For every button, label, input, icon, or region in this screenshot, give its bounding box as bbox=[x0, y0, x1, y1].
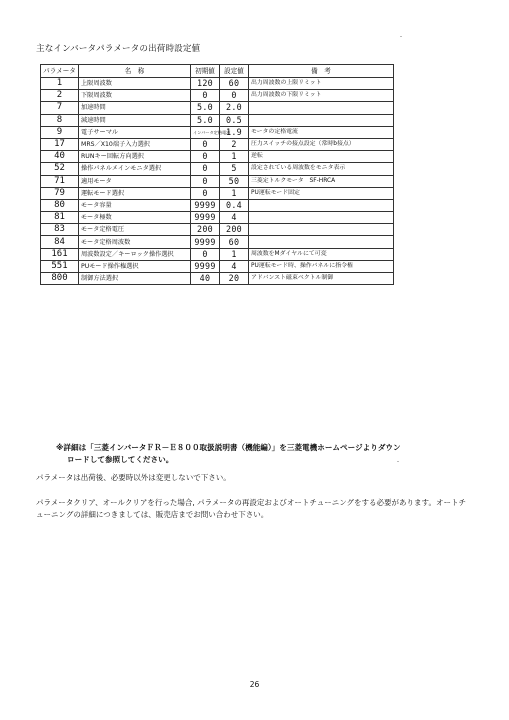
initial-value: 40 bbox=[191, 273, 220, 285]
table-row bbox=[41, 199, 394, 211]
page-number: 26 bbox=[249, 680, 260, 689]
setting-value: 2.0 bbox=[220, 102, 249, 114]
table-row bbox=[41, 260, 394, 272]
setting-value: 4 bbox=[220, 212, 249, 224]
param-name: 制御方法選択 bbox=[79, 273, 191, 285]
setting-value: 60 bbox=[220, 236, 249, 248]
param-number: 84 bbox=[41, 236, 79, 248]
remark: 出力周波数の下限リミット bbox=[249, 90, 394, 102]
param-number: 800 bbox=[41, 273, 79, 285]
scan-mark bbox=[397, 461, 399, 462]
initial-value: 200 bbox=[191, 224, 220, 236]
table-row bbox=[41, 78, 394, 90]
setting-value: 1 bbox=[220, 151, 249, 163]
table-row bbox=[41, 90, 394, 102]
initial-value: 9999 bbox=[191, 236, 220, 248]
param-number: 81 bbox=[41, 212, 79, 224]
param-name: モータ容量 bbox=[79, 199, 191, 211]
remark bbox=[249, 224, 394, 236]
param-name: RUNキー回転方向選択 bbox=[79, 151, 191, 163]
initial-value: 9999 bbox=[191, 212, 220, 224]
table-row bbox=[41, 273, 394, 285]
param-number: 40 bbox=[41, 151, 79, 163]
initial-value: 0 bbox=[191, 248, 220, 260]
param-number: 80 bbox=[41, 199, 79, 211]
auto-tuning-notice: パラメータクリア、オールクリアを行った場合, パラメータの再設定およびオートチューニングをする必要があります。オートチューニングの詳細につきましては、販売店までお問い合わせ下さい。 bbox=[36, 498, 466, 519]
header-setting: 設定値 bbox=[220, 65, 249, 78]
param-number: 2 bbox=[41, 90, 79, 102]
remark bbox=[249, 199, 394, 211]
remark: アドバンスト磁束ベクトル制御 bbox=[249, 273, 394, 285]
param-number: 551 bbox=[41, 260, 79, 272]
param-name: 加速時間 bbox=[79, 102, 191, 114]
param-name: 操作パネルメインモニタ選択 bbox=[79, 163, 191, 175]
header-remarks: 備 考 bbox=[249, 65, 394, 78]
parameter-change-notice: パラメータは出荷後、必要時以外は変更しないで下さい。 bbox=[36, 473, 231, 482]
header-name: 名 称 bbox=[79, 65, 191, 78]
scan-mark bbox=[400, 36, 402, 37]
table-row bbox=[41, 224, 394, 236]
setting-value: 5 bbox=[220, 163, 249, 175]
table-row bbox=[41, 212, 394, 224]
setting-value: 60 bbox=[220, 78, 249, 90]
setting-value: 1 bbox=[220, 248, 249, 260]
param-number: 8 bbox=[41, 114, 79, 126]
param-name: 電子サーマル bbox=[79, 126, 191, 138]
note-line-2: ロードして参照してください。 bbox=[67, 454, 174, 464]
setting-value: 200 bbox=[220, 224, 249, 236]
table-row bbox=[41, 114, 394, 126]
param-name: モータ極数 bbox=[79, 212, 191, 224]
param-name: PUモード操作権選択 bbox=[79, 260, 191, 272]
param-number: 7 bbox=[41, 102, 79, 114]
manual-reference-note bbox=[56, 442, 452, 465]
param-name: モータ定格電圧 bbox=[79, 224, 191, 236]
remark: 周波数をMダイヤルにて可変 bbox=[249, 248, 394, 260]
table-row bbox=[41, 236, 394, 248]
param-number: 71 bbox=[41, 175, 79, 187]
param-name: MRS／X10端子入力選択 bbox=[79, 138, 191, 150]
remark bbox=[249, 102, 394, 114]
remark: 逆転 bbox=[249, 151, 394, 163]
table-row bbox=[41, 163, 394, 175]
table-row bbox=[41, 102, 394, 114]
param-name: 下限周波数 bbox=[79, 90, 191, 102]
table-row bbox=[41, 138, 394, 150]
parameter-table bbox=[40, 64, 394, 285]
param-name: 周波数設定／キーロック操作選択 bbox=[79, 248, 191, 260]
note-line-1: ※詳細は「三菱インバータＦＲ－Ｅ８００取扱説明書（機能編）」を三菱電機ホームページよりダウン bbox=[56, 443, 401, 452]
param-number: 83 bbox=[41, 224, 79, 236]
initial-value: インバータ定格電流 bbox=[191, 126, 220, 138]
initial-value: 0 bbox=[191, 90, 220, 102]
remark: PU運転モード固定 bbox=[249, 187, 394, 199]
setting-value: 50 bbox=[220, 175, 249, 187]
setting-value: 2 bbox=[220, 138, 249, 150]
initial-value: 9999 bbox=[191, 199, 220, 211]
param-name: 上限周波数 bbox=[79, 78, 191, 90]
page-title: 主なインバータパラメータの出荷時設定値 bbox=[36, 44, 201, 54]
header-param: パラメータ bbox=[41, 65, 79, 78]
table-row bbox=[41, 175, 394, 187]
remark: モータの定格電流 bbox=[249, 126, 394, 138]
table-header-row bbox=[41, 65, 394, 78]
table-row bbox=[41, 248, 394, 260]
setting-value: 0 bbox=[220, 90, 249, 102]
setting-value: 20 bbox=[220, 273, 249, 285]
initial-value: 120 bbox=[191, 78, 220, 90]
initial-value: 5.0 bbox=[191, 114, 220, 126]
setting-value: 1 bbox=[220, 187, 249, 199]
remark bbox=[249, 114, 394, 126]
remark: 設定されている周波数をモニタ表示 bbox=[249, 163, 394, 175]
param-name: 適用モータ bbox=[79, 175, 191, 187]
table-row bbox=[41, 151, 394, 163]
remark bbox=[249, 212, 394, 224]
remark: 三菱定トルクモータ SF-HRCA bbox=[249, 175, 394, 187]
initial-value: 0 bbox=[191, 175, 220, 187]
remark: 圧力スイッチの接点設定（常時b接点） bbox=[249, 138, 394, 150]
param-number: 17 bbox=[41, 138, 79, 150]
remark: PU運転モード時、操作パネルに指令権 bbox=[249, 260, 394, 272]
setting-value: 4 bbox=[220, 260, 249, 272]
remark: 出力周波数の上限リミット bbox=[249, 78, 394, 90]
table-row bbox=[41, 126, 394, 138]
param-number: 52 bbox=[41, 163, 79, 175]
initial-value: 5.0 bbox=[191, 102, 220, 114]
param-number: 1 bbox=[41, 78, 79, 90]
setting-value: 0.4 bbox=[220, 199, 249, 211]
initial-value: 0 bbox=[191, 187, 220, 199]
header-initial: 初期値 bbox=[191, 65, 220, 78]
setting-value: 1.9 bbox=[220, 126, 249, 138]
param-name: モータ定格周波数 bbox=[79, 236, 191, 248]
param-number: 161 bbox=[41, 248, 79, 260]
param-name: 運転モード選択 bbox=[79, 187, 191, 199]
param-number: 9 bbox=[41, 126, 79, 138]
param-number: 79 bbox=[41, 187, 79, 199]
initial-value: 0 bbox=[191, 138, 220, 150]
remark bbox=[249, 236, 394, 248]
initial-value: 9999 bbox=[191, 260, 220, 272]
param-name: 減速時間 bbox=[79, 114, 191, 126]
setting-value: 0.5 bbox=[220, 114, 249, 126]
initial-value: 0 bbox=[191, 163, 220, 175]
initial-value: 0 bbox=[191, 151, 220, 163]
table-row bbox=[41, 187, 394, 199]
